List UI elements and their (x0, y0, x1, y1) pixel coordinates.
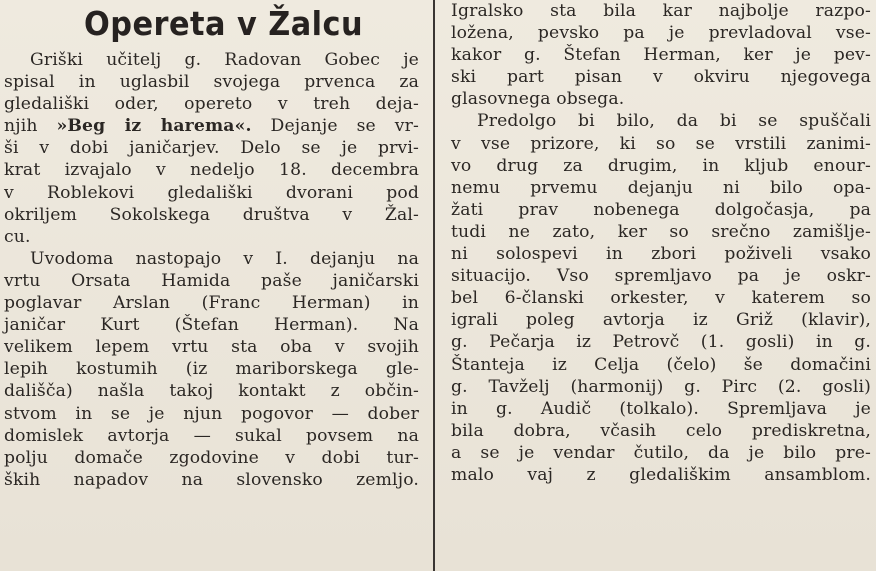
right-line-21: a se je vendar čutilo, da je bilo pre- (451, 442, 871, 463)
right-line-17: Štanteja iz Celja (čelo) še domačini (451, 354, 871, 375)
right-line-11: tudi ne zato, ker so srečno zamišlje- (451, 221, 871, 242)
left-line-3: gledališki oder, opereto v treh deja- (4, 94, 419, 115)
left-line-9: cu. (4, 226, 31, 247)
left-line-1: Griški učitelj g. Radovan Gobec je (30, 50, 419, 70)
right-line-8: vo drug za drugim, in kljub enour- (451, 155, 871, 176)
right-line-18: g. Tavželj (harmonij) g. Pirc (2. gosli) (451, 376, 871, 397)
article-headline: Opereta v Žalcu (84, 4, 364, 43)
left-line-2: spisal in uglasbil svojega prvenca za (4, 72, 419, 93)
left-line-11: vrtu Orsata Hamida paše janičarski (4, 270, 419, 291)
right-line-15: igrali poleg avtorja iz Griž (klavir), (451, 310, 871, 331)
right-line-19: in g. Audič (tolkalo). Spremljava je (451, 398, 871, 419)
left-line-7: v Roblekovi gledališki dvorani pod (4, 182, 419, 203)
left-line-5: ši v dobi janičarjev. Delo se je prvi- (4, 138, 419, 159)
right-column (451, 0, 871, 486)
left-column (4, 0, 419, 491)
right-line-3: kakor g. Štefan Herman, ker je pev- (451, 45, 871, 66)
left-line-19: polju domače zgodovine v dobi tur- (4, 447, 419, 468)
left-line-13: janičar Kurt (Štefan Herman). Na (4, 315, 419, 336)
left-line-15: lepih kostumih (iz mariborskega gle- (4, 359, 419, 380)
left-line-16: dališča) našla takoj kontakt z občin- (4, 381, 419, 402)
left-line-4-end: Dejanje se vr- (270, 116, 419, 137)
right-line-14: bel 6-članski orkester, v katerem so (451, 288, 871, 309)
left-line-18: domislek avtorja — sukal povsem na (4, 425, 419, 446)
left-line-20: ških napadov na slovensko zemljo. (4, 469, 419, 490)
left-line-10: Uvodoma nastopajo v I. dejanju na (30, 248, 419, 269)
left-line-17: stvom in se je njun pogovor — dober (4, 403, 419, 424)
operetta-title: »Beg iz harema«. (56, 116, 252, 137)
left-line-12: poglavar Arslan (Franc Herman) in (4, 293, 419, 314)
right-line-9: nemu prvemu dejanju ni bilo opa- (451, 177, 871, 198)
left-line-4 (4, 115, 419, 137)
left-line-8: okriljem Sokolskega društva v Žal- (4, 204, 419, 225)
right-line-22: malo vaj z gledališkim ansamblom. (451, 464, 871, 485)
right-line-10: žati prav nobenega dolgočasja, pa (451, 199, 871, 220)
left-line-6: krat izvajalo v nedeljo 18. decembra (4, 160, 419, 181)
right-line-7: v vse prizore, ki so se vrstili zanimi- (451, 133, 871, 154)
right-line-13: situacijo. Vso spremljavo pa je oskr- (451, 266, 871, 287)
right-line-1: Igralsko sta bila kar najbolje razpo- (451, 1, 871, 21)
right-line-20: bila dobra, včasih celo prediskretna, (451, 420, 871, 441)
column-divider (433, 0, 435, 571)
right-line-16: g. Pečarja iz Petrovč (1. gosli) in g. (451, 332, 871, 353)
right-line-12: ni solospevi in zbori poživeli vsako (451, 244, 871, 265)
right-line-5: glasovnega obsega. (451, 89, 625, 110)
right-line-4: ski part pisan v okviru njegovega (451, 67, 871, 88)
left-line-4-start: njih (4, 116, 38, 137)
right-line-2: ložena, pevsko pa je prevladoval vse- (451, 23, 871, 44)
right-line-6: Predolgo bi bilo, da bi se spuščali (477, 111, 871, 132)
left-line-14: velikem lepem vrtu sta oba v svojih (4, 337, 419, 358)
